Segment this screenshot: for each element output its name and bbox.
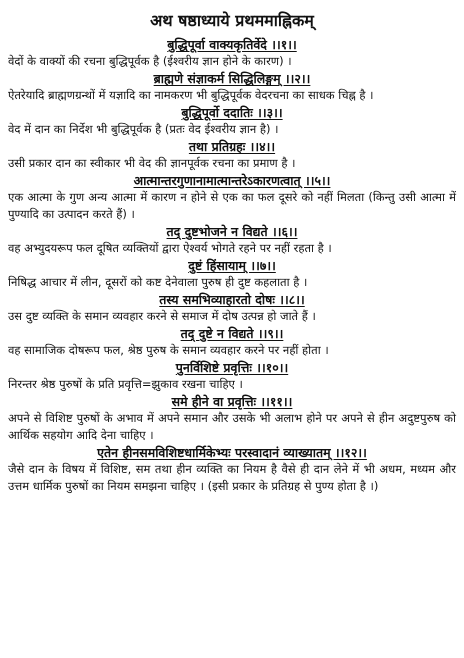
sutra-line <box>8 223 456 240</box>
sutra-text: बुद्धिपूर्वो ददातिः ।।३।। <box>181 105 283 120</box>
gloss-text: ऐतरेयादि ब्राह्मणग्रन्थों में यज्ञादि का नामकरण भी बुद्धिपूर्वक वेदरचना का साधक चिह्न है । <box>8 88 374 102</box>
gloss-text: उस दुष्ट व्यक्ति के समान व्यवहार करने से समाज में दोष उत्पन्न हो जाते हैं । <box>8 309 316 323</box>
gloss-text: वह अभ्युदयरूप फल दूषित व्यक्तियों द्वारा ऐश्वर्य भोगते रहने पर नहीं रहता है । <box>8 241 332 255</box>
page-title: अथ षष्ठाध्याये प्रथममाह्निकम् <box>150 11 314 30</box>
sutra-text: बुद्धिपूर्वा वाक्यकृतिर्वेदे ।।१।। <box>167 37 297 52</box>
gloss-text: वेदों के वाक्यों की रचना बुद्धिपूर्वक है (ईश्वरीय ज्ञान होने के कारण) । <box>8 54 292 68</box>
sutra-line <box>8 257 456 274</box>
gloss-text: वेद में दान का निर्देश भी बुद्धिपूर्वक है (प्रतः वेद ईश्वरीय ज्ञान है) । <box>8 122 279 136</box>
gloss-text: निरन्तर श्रेष्ठ पुरुषों के प्रति प्रवृत्ति=झुकाव रखना चाहिए । <box>8 377 243 391</box>
sutra-block <box>8 172 456 223</box>
sutra-text: आत्मान्तरगुणानामात्मान्तरेऽकारणत्वात् ।।५।। <box>133 173 331 188</box>
sutra-line <box>8 138 456 155</box>
sutra-block <box>8 138 456 172</box>
sutra-block <box>8 393 456 444</box>
sutra-list <box>8 36 456 495</box>
sutra-line <box>8 444 456 461</box>
sutra-block <box>8 257 456 291</box>
sutra-line <box>8 325 456 342</box>
sutra-line <box>8 393 456 410</box>
sutra-text: तद् दुष्टे न विद्यते ।।९।। <box>180 326 284 341</box>
sutra-block <box>8 36 456 70</box>
sutra-text: एतेन हीनसमविशिष्टधार्मिकेभ्यः परस्वादानं व्याख्यातम् ।।१२।। <box>97 445 367 460</box>
sutra-line <box>8 36 456 53</box>
sutra-text: पुनर्विशिष्टे प्रवृत्तिः ।।१०।। <box>175 360 289 375</box>
sutra-block <box>8 104 456 138</box>
sutra-block <box>8 444 456 495</box>
sutra-text: तद् दुष्टभोजने न विद्यते ।।६।। <box>166 224 298 239</box>
gloss-text: निषिद्ध आचार में लीन, दूसरों को कष्ट देनेवाला पुरुष ही दुष्ट कहलाता है । <box>8 275 308 289</box>
sutra-block <box>8 291 456 325</box>
sutra-text: दुष्टं हिंसायाम् ।।७।। <box>188 258 276 273</box>
sutra-line <box>8 291 456 308</box>
sutra-line <box>8 104 456 121</box>
gloss-text: अपने से विशिष्ट पुरुषों के अभाव में अपने समान और उसके भी अलाभ होने पर अपने से हीन अदुष्टपुरुष को आर्थिक सहयोग आदि देना चाहिए । <box>8 411 456 442</box>
sutra-line <box>8 359 456 376</box>
sutra-text: ब्राह्मणे संज्ञाकर्म सिद्धिलिङ्गम् ।।२।। <box>153 71 311 86</box>
sutra-block <box>8 359 456 393</box>
gloss-text: वह सामाजिक दोषरूप फल, श्रेष्ठ पुरुष के समान व्यवहार करने पर नहीं होता । <box>8 343 329 357</box>
gloss-text: जैसे दान के विषय में विशिष्ट, सम तथा हीन व्यक्ति का नियम है वैसे ही दान लेने में भी अधम, मध्यम और उत्तम धार्मिक पुरुषों का नियम समझना चाहिए । (इसी प्रकार के प्रतिग्रह से पुण्य होता है ।) <box>8 462 456 493</box>
sutra-line <box>8 70 456 87</box>
sutra-block <box>8 223 456 257</box>
gloss-text: एक आत्मा के गुण अन्य आत्मा में कारण न होने से एक का फल दूसरे को नहीं मिलता (किन्तु उसी आत्मा में पुण्यादि का उत्पादन करते हैं) । <box>8 190 456 221</box>
sutra-block <box>8 70 456 104</box>
sutra-text: समे हीने वा प्रवृत्तिः ।।११।। <box>171 394 293 409</box>
gloss-text: उसी प्रकार दान का स्वीकार भी वेद की ज्ञानपूर्वक रचना का प्रमाण है । <box>8 156 296 170</box>
sutra-text: तथा प्रतिग्रहः ।।४।। <box>188 139 276 154</box>
sutra-line <box>8 172 456 189</box>
sutra-block <box>8 325 456 359</box>
sutra-text: तस्य समभिव्याहारतो दोषः ।।८।। <box>159 292 305 307</box>
